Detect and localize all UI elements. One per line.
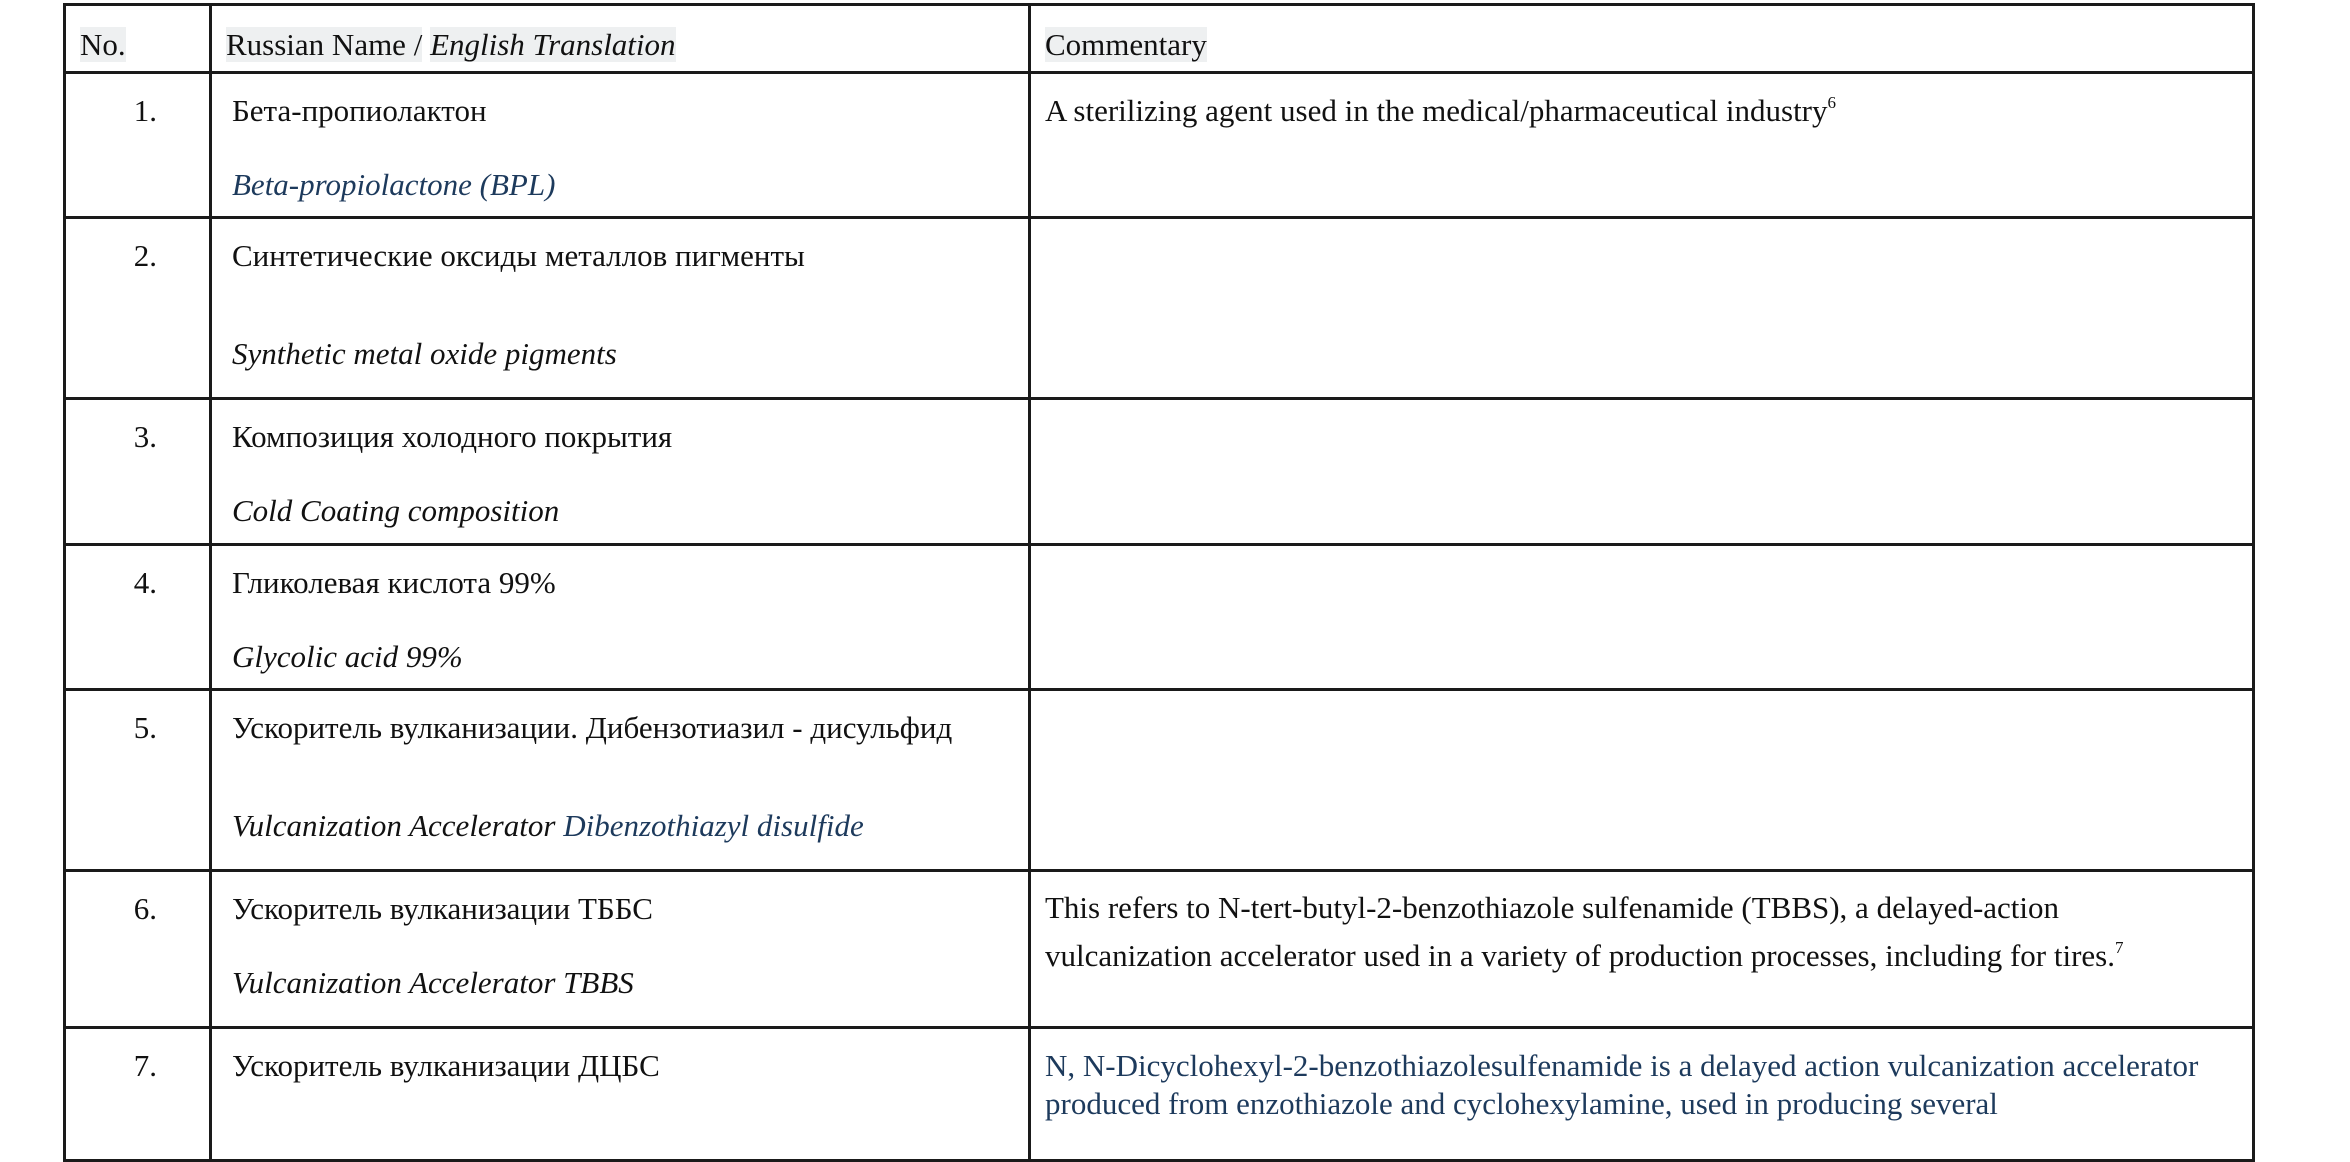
commentary-cell (1030, 399, 2254, 545)
table-row (65, 690, 2254, 871)
english-name: Vulcanization Accelerator TBBS (232, 965, 634, 1000)
table-row (65, 871, 2254, 1028)
english-name: Synthetic metal oxide pigments (232, 336, 617, 371)
row-number: 4. (65, 545, 211, 690)
row-number: 7. (65, 1028, 211, 1161)
russian-name: Ускоритель вулканизации ТББС (232, 891, 653, 926)
table-row (65, 73, 2254, 218)
name-cell (211, 690, 1030, 871)
header-no: No. (65, 5, 211, 73)
name-cell (211, 73, 1030, 218)
table-row (65, 1028, 2254, 1161)
name-cell (211, 218, 1030, 399)
name-cell (211, 545, 1030, 690)
commentary-cell: N, N-Dicyclohexyl-2-benzothiazolesulfenamide is a delayed action vulcanization accelerator produced from enzothiazole and cyclohexylamine, used in producing several (1030, 1028, 2254, 1161)
table-header-row (65, 5, 2254, 73)
footnote-ref[interactable]: 6 (1827, 92, 1837, 112)
russian-name: Ускоритель вулканизации ДЦБС (232, 1048, 660, 1083)
row-number: 6. (65, 871, 211, 1028)
name-cell (211, 1028, 1030, 1161)
english-name: Vulcanization Accelerator Dibenzothiazyl disulfide (232, 808, 864, 843)
commentary-cell: A sterilizing agent used in the medical/pharmaceutical industry$^6$ (1030, 73, 2254, 218)
footnote-ref[interactable]: 7 (2114, 937, 2124, 957)
name-cell (211, 399, 1030, 545)
russian-name: Гликолевая кислота 99% (232, 565, 556, 600)
russian-name: Композиция холодного покрытия (232, 419, 673, 454)
header-name-ru: Russian Name / (226, 27, 423, 62)
commentary-cell (1030, 545, 2254, 690)
table-row (65, 399, 2254, 545)
russian-name: Синтетические оксиды металлов пигменты (232, 238, 805, 273)
commentary-cell (1030, 690, 2254, 871)
commentary-cell (1030, 218, 2254, 399)
row-number: 5. (65, 690, 211, 871)
row-number: 2. (65, 218, 211, 399)
russian-name: Бета-пропиолактон (232, 93, 487, 128)
row-number: 1. (65, 73, 211, 218)
commentary-cell: This refers to N-tert-butyl-2-benzothiazole sulfenamide (TBBS), a delayed-action vulcanization accelerator used in a variety of production processes, including for tires.$^7$ (1030, 871, 2254, 1028)
table-row (65, 218, 2254, 399)
header-name (211, 5, 1030, 73)
english-name: Beta-propiolactone (BPL) (232, 167, 556, 202)
chemicals-table (63, 3, 2255, 1162)
table-row (65, 545, 2254, 690)
name-cell (211, 871, 1030, 1028)
russian-name: Ускоритель вулканизации. Дибензотиазил - дисульфид (232, 710, 953, 745)
english-name: Glycolic acid 99% (232, 639, 463, 674)
header-name-en: English Translation (430, 27, 676, 62)
header-commentary: Commentary (1030, 5, 2254, 73)
row-number: 3. (65, 399, 211, 545)
english-name: Cold Coating composition (232, 493, 560, 528)
